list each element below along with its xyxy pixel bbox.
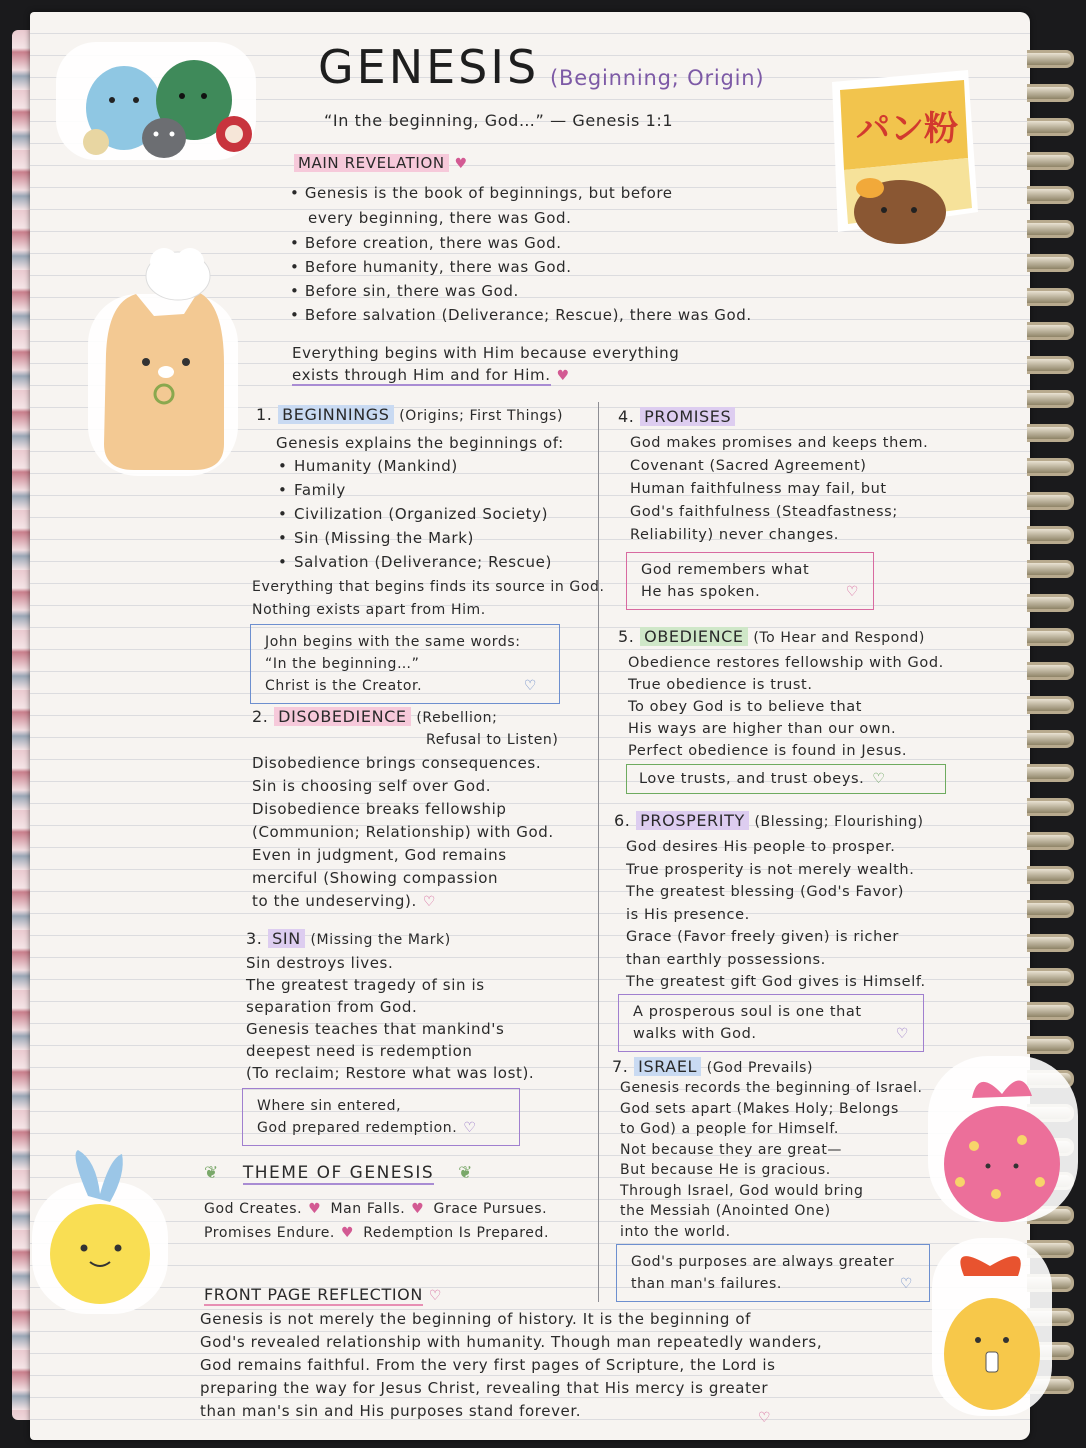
list-item: • Before creation, there was God.: [290, 234, 562, 252]
reflection-heart-icon: ♡: [758, 1410, 771, 1426]
sticker-bag-text: パン粉: [856, 109, 958, 149]
notebook-page-edges: [12, 30, 32, 1420]
main-revelation-list: [290, 182, 752, 328]
fried-shrimp-sticker: [30, 1146, 170, 1316]
section-obedience-lines: Obedience restores fellowship with God. True obedience is trust. To obey God is to believe that His ways are higher than our own. Perfect obedience is found in Jesus.: [628, 655, 944, 759]
reflection-body: Genesis is not merely the beginning of history. It is the beginning of God's revealed relationship with humanity. Though man repeatedly wanders, God remains faithful. From the very first pages of Scripture, the Lord is preparing the way for Jesus Christ, revealing that His mercy is greater than man's sin and His purposes stand forever.: [200, 1310, 823, 1420]
list-item: • Genesis is the book of beginnings, but before: [290, 184, 673, 202]
section-promises-lines: God makes promises and keeps them. Covenant (Sacred Agreement) Human faithfulness may fail, but God's faithfulness (Steadfastness; Reliability) never changes.: [630, 435, 929, 543]
main-revelation-summary: Everything begins with Him because everything exists through Him and for Him. ♥: [292, 344, 680, 384]
section-beginnings-items: [278, 455, 552, 575]
sin-callout-box: Where sin entered, God prepared redemption. ♡: [242, 1088, 520, 1146]
promises-callout-box: God remembers what He has spoken. ♡: [626, 552, 874, 610]
section-sin-lines: Sin destroys lives. The greatest tragedy of sin is separation from God. Genesis teaches that mankind's deepest need is redemption (To reclaim; Restore what was lost).: [246, 954, 535, 1082]
section-promises-heading: 4. PROMISES: [618, 406, 735, 428]
section-israel-heading: 7. ISRAEL (God Prevails): [612, 1057, 814, 1076]
section-obedience-heading: 5. OBEDIENCE (To Hear and Respond): [618, 627, 925, 646]
section-beginnings-heading: 1. BEGINNINGS (Origins; First Things): [256, 405, 564, 424]
list-item: • Humanity (Mankind): [278, 457, 458, 475]
dinosaur-friends-sticker: [52, 38, 262, 166]
list-item: • Family: [278, 481, 346, 499]
section-prosperity-lines: God desires His people to prosper. True prosperity is not merely wealth. The greatest blessing (God's Favor) is His presence. Grace (Favor freely given) is richer than earthly possessions. The greatest gift God gives is Himself.: [626, 839, 926, 990]
section-beginnings-after: Everything that begins finds its source in God. Nothing exists apart from Him.: [252, 579, 605, 618]
theme-line-2: Promises Endure. ♥ Redemption Is Prepared.: [204, 1225, 550, 1241]
list-item: • Salvation (Deliverance; Rescue): [278, 553, 552, 571]
tempura-ribbon-sticker: [930, 1236, 1054, 1418]
section-disobedience-note2: Refusal to Listen): [426, 732, 559, 748]
section-prosperity-heading: 6. PROSPERITY (Blessing; Flourishing): [614, 811, 924, 830]
obedience-callout-box: Love trusts, and trust obeys. ♡: [626, 764, 946, 794]
section-sin-heading: 3. SIN (Missing the Mark): [246, 929, 451, 948]
chef-cat-sticker: [84, 244, 242, 480]
section-beginnings-intro: Genesis explains the beginnings of:: [276, 434, 564, 452]
page-title: GENESIS: [318, 40, 540, 94]
israel-callout-box: God's purposes are always greater than man's failures. ♡: [616, 1244, 930, 1302]
list-item: every beginning, there was God.: [308, 209, 572, 227]
list-item: • Civilization (Organized Society): [278, 505, 549, 523]
column-divider: [598, 402, 599, 1302]
header-verse: “In the beginning, God…” — Genesis 1:1: [324, 111, 674, 130]
page-subtitle: (Beginning; Origin): [550, 66, 765, 90]
main-revelation-heading: MAIN REVELATION ♥: [294, 152, 468, 175]
section-disobedience-heading: 2. DISOBEDIENCE (Rebellion;: [252, 707, 498, 726]
list-item: • Before sin, there was God.: [290, 282, 519, 300]
list-item: • Sin (Missing the Mark): [278, 529, 474, 547]
panko-bag-sticker: [818, 62, 988, 252]
section-disobedience-lines: Disobedience brings consequences. Sin is choosing self over God. Disobedience breaks fellowship (Communion; Relationship) with God. Even in judgment, God remains merciful (Showing compassion to the undeserving). ♡: [252, 754, 554, 910]
theme-line-1: God Creates. ♥ Man Falls. ♥ Grace Pursues.: [204, 1201, 548, 1217]
section-israel-lines: Genesis records the beginning of Israel. God sets apart (Makes Holy; Belongs to God) a people for Himself. Not because they are great— But because He is gracious. Through Israel, God would bring the Messiah (Anointed One) into the world.: [620, 1080, 923, 1240]
list-item: • Before salvation (Deliverance; Rescue), there was God.: [290, 306, 752, 324]
beginnings-callout-box: John begins with the same words: “In the beginning…” Christ is the Creator. ♡: [250, 624, 560, 704]
list-item: • Before humanity, there was God.: [290, 258, 572, 276]
reflection-heading: FRONT PAGE REFLECTION ♡: [204, 1285, 443, 1304]
prosperity-callout-box: A prosperous soul is one that walks with God. ♡: [618, 994, 924, 1052]
pink-bundle-sticker: [926, 1054, 1080, 1224]
theme-heading: ❦ THEME OF GENESIS ❦: [204, 1163, 474, 1183]
